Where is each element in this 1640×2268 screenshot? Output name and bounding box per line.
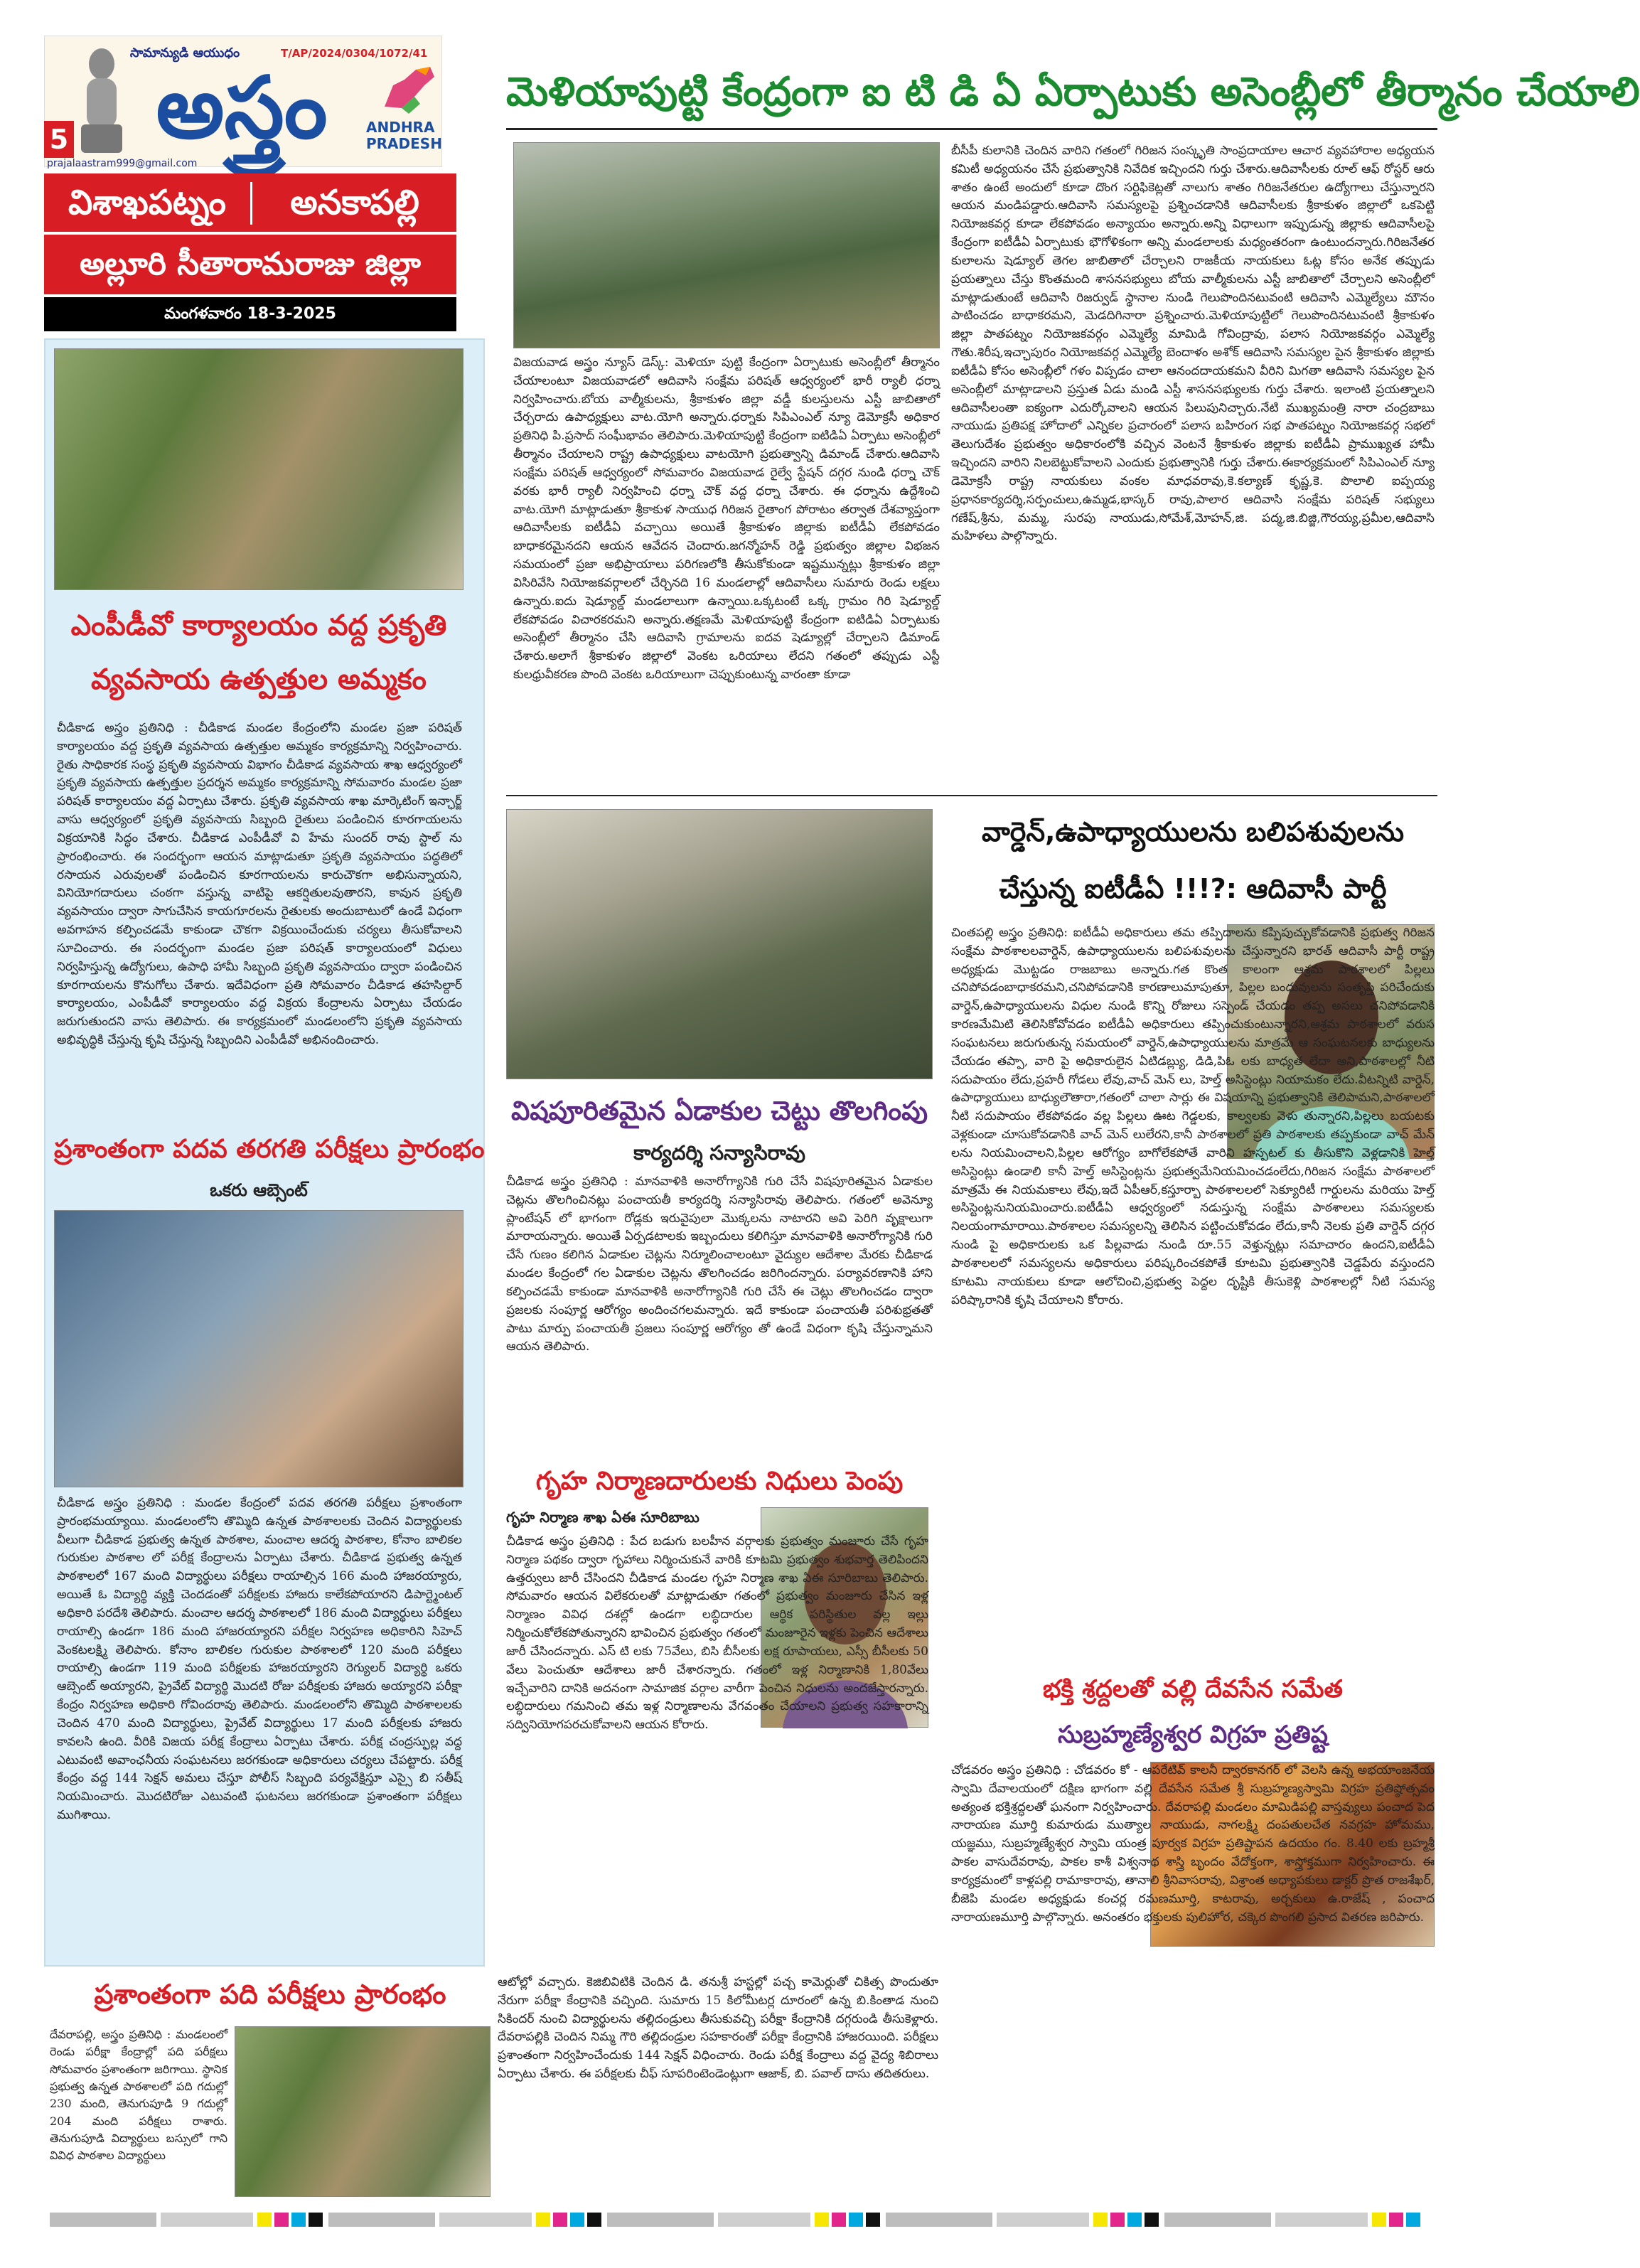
registration-number: T/AP/2024/0304/1072/41 [281,47,428,60]
trees-subhead: కార్యదర్శి సన్యాసిరావు [633,1141,805,1165]
andhra-pradesh-map-icon [380,64,437,117]
trees-headline: విషపూరితమైన ఏడాకుల చెట్టు తొలగింపు [510,1096,928,1126]
exams-2-body-left: దేవరాపల్లి, అస్త్రం ప్రతినిధి : మండలంలో రెండు పరీక్షా కేంద్రాల్లో పది పరీక్షలు సోమవారం ప్రశాంతంగా జరిగాయి. స్థానిక ప్రభుత్వ ఉన్నత పాఠశాలలో పది గదుల్లో 230 మంది, తెనుగుపూడి 9 గదుల్లో 204 మంది పరీక్షలు రాశారు. తెనుగుపూడి విద్యార్థులు బస్సులో గాని వివిధ పాఠశాల విద్యార్థులు [50,2028,227,2163]
exams-1-body: చీడికాడ అస్త్రం ప్రతినిధి : మండల కేంద్రంలో పదవ తరగతి పరీక్షలు ప్రశాంతంగా ప్రారంభమయ్యాయి. మండలంలోని తొమ్మిది ఉన్నత పాఠశాలలకు చెందిన విద్యార్థులకు వీలుగా చీడికాడ ప్రభుత్వ ఉన్నత పాఠశాల, మంచాల ఆదర్శ పాఠశాల, కోనాం బాలికల గురుకుల పాఠశాల లో పరీక్ష కేంద్రాలను ఏర్పాటు చేశారు. చీడికాడ ప్రభుత్వ ఉన్నత పాఠశాలలో 167 మంది విద్యార్థులు పరీక్షలు రాయాల్సిన 166 మంది హాజరయ్యారు, అయితే ఓ విద్యార్థి వ్యక్తి చెందడంతో పరీక్షలకు హాజరు కాలేకపోయారని డిపార్ట్మెంటల్ అధికారి పరదేశి తెలిపారు. మంచాల ఆదర్శ పాఠశాలలో 186 మంది విద్యార్థులు పరీక్షలు రాయాల్సి ఉండగా 186 మంది హాజరయ్యారని పరీక్షల నిర్వహణ అధికారిని సిహెచ్ వెంకటలక్ష్మి తెలిపారు. కోనాం బాలికల గురుకుల పాఠశాలలో 120 మంది పరీక్షలు రాయాల్సి ఉండగా 119 మంది పరీక్షలకు హాజరయ్యారని రెగ్యులర్ విద్యార్థి ఒకరు ఆబ్సెంట్ అయ్యారని, ప్రైవేట్ విద్యార్థి మొదటి రోజు పరీక్షలకు హాజరు అయ్యారని పరీక్షా కేంద్రం నిర్వహణ అధికారి గోవిందరావు తెలిపారు. మండలంలోని తొమ్మిది పాఠశాలలకు చెందిన 470 మంది విద్యార్థులు, ప్రైవేట్ విద్యార్థులు 17 మంది పరీక్షలకు హాజరు కావలసి ఉంది. వీరికి విజయ పరీక్ష కేంద్రాలు ఏర్పాటు చేశారు. పరీక్ష చంద్రస్ఫుల్ల వద్ద ఎటువంటి అవాంఛనీయ సంఘటనలు జరగకుండా అధికారులు చర్యలు చేపట్టారు. పరీక్ష కేంద్రం వద్ద 144 సెక్షన్ అమలు చేస్తూ పోలీస్ సిబ్బంది పర్యవేక్షిస్తూ ఎస్సై బి సతీష్ నియమించారు. మొదటిరోజు ఎటువంటి ఘటనలు జరగకుండా ప్రశాంతంగా పరీక్షలు ముగిశాయి. [57,1496,462,1823]
exams-1-headline: ప్రశాంతంగా పదవ తరగతి పరీక్షలు ప్రారంభం [54,1135,485,1164]
page-number: 5 [44,121,74,158]
housing-headline: గృహ నిర్మాణదారులకు నిధులు పెంపు [535,1467,904,1496]
state-label: ANDHRA PRADESH [366,119,442,152]
district-divider [250,182,252,225]
district-visakhapatnam: విశాఖపట్నం [68,183,226,223]
date-bar: మంగళవారం 18-3-2025 [44,297,456,331]
natural-farming-headline: ఎంపీడీవో కార్యాలయం వద్ద ప్రకృతి వ్యవసాయ ఉత్పత్తుల అమ్మకం [70,609,447,696]
exams-2-photo [235,2026,491,2197]
trees-body: చీడికాడ అస్త్రం ప్రతినిధి : మానవాళికి అనారోగ్యానికి గురి చేసే విషపూరితమైన ఏడాకుల చెట్లను తొలగించినట్లు పంచాయతీ కార్యదర్శి సన్యాసిరావు తెలిపారు. గతంలో అవెన్యూ ప్లాంటేషన్ లో భాగంగా రోడ్లకు ఇరువైపులా మొక్కలను నాటారని అవి పెరిగి వృక్షాలుగా మారాయన్నారు. అయితే ఏర్పడటాలకు ఇబ్బందులు కలిగిస్తూ మానవాళికి అనారోగ్యానికి గురి చేసే గుణం కలిగిన ఏడాకుల చెట్లను నిర్మూలించాలంటూ వైద్యుల ఆదేశాల మేరకు చీడికాడ మండల కేంద్రంలో గల ఏడాకుల చెట్లను తొలగించడం జరిగిందన్నారు. పర్యావరణానికి హాని కల్పించడమే కాకుండా మానవాళికి అనారోగ్యానికి గురి చేసే ఈ చెట్లు తొలగించడం ద్వారా ప్రజలకు సంపూర్ణ ఆరోగ్యం అందించగలమన్నారు. ఇదే కాకుండా పంచాయతీ పరిశుభ్రతతో పాటు మార్పు పంచాయతీ ప్రజలు సంపూర్ణ ఆరోగ్యం తో ఉండే విధంగా కృషి చేస్తున్నామని ఆయన తెలిపారు. [506,1175,933,1354]
natural-farming-body: చీడికాడ అస్త్రం ప్రతినిధి : చీడికాడ మండల కేంద్రంలోని మండల ప్రజా పరిషత్ కార్యాలయం వద్ద ప్రకృతి వ్యవసాయ ఉత్పత్తుల అమ్మకం కార్యక్రమాన్ని నిర్వహించారు. రైతు సాధికారక సంస్థ ప్రకృతి వ్యవసాయ విభాగం చీడికాడ వ్యవసాయ శాఖ ఆధ్వర్యంలో ప్రకృతి వ్యవసాయ ఉత్పత్తుల ప్రదర్శన అమ్మకం కార్యక్రమాన్ని సోమవారం మండల ప్రజా పరిషత్ కార్యాలయం వద్ద ఏర్పాటు చేశారు. ప్రకృతి వ్యవసాయ శాఖ మార్కెటింగ్ ఇన్ఛార్జ్ వాసు ఆధ్వర్యంలో ప్రకృతి వ్యవసాయ సిబ్బంది రైతులు పండించిన కూరగాయలను విక్రయానికి సిద్ధం చేశారు. చీడికాడ ఎంపీడీవో వి హేమ సుందర్ రావు స్టాల్ ను ప్రారంభించారు. ఈ సందర్భంగా ఆయన మాట్లాడుతూ ప్రకృతి వ్యవసాయం పద్ధతిలో రసాయన ఎరువులతో పండించిన కూరగాయలను కారుచౌకగా అభిసున్నాయని, వినియోగదారులు చంఠగా వస్తున్న వాటిపై ఆకర్షితులవుతారని, కావున ప్రకృతి వ్యవసాయం ద్వారా సాగుచేసిన కాయగూరలను రైతులకు అందుబాటులో ఉండే విధంగా అవగాహన కల్పించడమే కాకుండా చౌకగా విక్రయించేందుకు చర్యలు తీసుకోవాలని సూచించారు. ఈ సందర్భంగా మండల ప్రజా పరిషత్ కార్యాలయంలో విధులు నిర్వహిస్తున్న ఉద్యోగులు, ఉపాధి హామీ సిబ్బంది ప్రకృతి వ్యవసాయం ద్వారా పండించిన కూరగాయలను కొనుగోలు చేశారు. ఇదేవిధంగా ప్రతి సోమవారం చీడికాడ తహసిల్దార్ కార్యాలయం, ఎంపీడీవో కార్యాలయం వద్ద విక్రయ కేంద్రాలను ఏర్పాటు చేయడం జరుగుతుందని వాసు తెలిపారు. ఈ కార్యక్రమంలో మండలంలోని ప్రకృతి వ్యవసాయ అభివృద్ధికి చేస్తున్న కృషి చేస్తున్న సిబ్బందిని ఎంపీడీవో అభినందించారు. [57,721,462,1048]
housing-body: చీడికాడ అస్త్రం ప్రతినిధి : పేద బడుగు బలహీన వర్గాలకు ప్రభుత్వం మంజూరు చేసే గృహ నిర్మాణ పథకం ద్వారా గృహాలు నిర్మించుకునే వారికి కూటమి ప్రభుత్వం శుభవార్త తెలిపిందని ఉత్తర్వులు జారీ చేసిందని చీడికాడ మండల గృహ నిర్మాణ శాఖ ఏఈ సూరిబాబు తెలిపారు. సోమవారం ఆయన విలేకరులతో మాట్లాడుతూ గతంలో ప్రభుత్వం మంజూరు చేసిన ఇళ్ల నిర్మాణం వివిధ దశల్లో ఉండగా లబ్ధిదారుల ఆర్థిక పరిస్థితుల వల్ల ఇల్లు నిర్మించుకోలేకపోతున్నారని భావించిన ప్రభుత్వం గతంలో మంజూరైన ఇళ్లకు పెంచిన ఆదేశాలు జారీ చేసిందన్నారు. ఎస్ టి లకు 75వేలు, బిసి బీసీలకు లక్ష రూపాయలు, ఎస్సీ బీసీలకు 50 వేలు పెంచుతూ ఆదేశాలు జారీ చేశారన్నారు. గతంలో ఇళ్ల నిర్మాణానికి 1,80వేలు ఇచ్చేవారిని దానికి అదనంగా సామాజిక వర్గాల వారీగా పెంచిన నిధులను అందజేస్తారన్నారు. లబ్ధిదారులు గమనించి తమ ఇళ్ల నిర్మాణాలను వేగవంతం చేయాలని ప్రభుత్వ సహకారాన్ని సద్వినియోగపరచుకోవాలని ఆయన కోరారు. [506,1534,928,1733]
exams-2-body-right: ఆటోల్లో వచ్చారు. కెజిబివిటికి చెందిన డి. తనుశ్రీ హస్టల్లో పచ్చ కామెర్లుతో చికిత్స పొందుతూ నేరుగా పరీక్షా కేంద్రానికి వచ్చింది. సుమారు 15 కిలోమీటర్ల దూరంలో ఉన్న బి.కింతాడ నుంచి సికిందర్ నుంచి విద్యార్థులను తల్లిదండ్రులు తీసుకువచ్చి పరీక్షా కేంద్రానికి దగ్గరుండి తీసుకెళ్లారు. దేవరాపల్లికి చెందిన నిమ్మ గౌరి తల్లిదండ్రుల సహకారంతో పరీక్షా కేంద్రానికి హాజరయింది. పరీక్షలు ప్రశాంతంగా నిర్వహించేందుకు 144 సెక్షన్ విధించారు. రెండు పరీక్ష కేంద్రాలు వద్ద వైద్య శిబిరాలు ఏర్పాటు చేశారు. ఈ పరీక్షలకు చీఫ్ సూపరింటెండెంట్లుగా ఆజాక్, బి. పవాల్ దాసు తదితరులు. [498,1975,938,2082]
wardens-headline: వార్డెన్,ఉపాధ్యాయులను బలిపశువులను చేస్తున్న ఐటీడీఏ !!!?: ఆదివాసీ పార్టీ [981,816,1405,904]
exams-1-subhead: ఒకరు ఆబ్సెంట్ [210,1180,308,1200]
temple-headline-2: సుబ్రహ్మణ్యేశ్వర విగ్రహ ప్రతిష్ట [1058,1721,1328,1749]
itda-body-col2: బీసీపీ కులానికి చెందిన వారిని గతంలో గిరిజన సంస్కృతి సాంప్రదాయాల ఆచార వ్యవహారాల అధ్యయన కమిటీ అధ్యయనం చేసే ప్రభుత్వానికి నివేదిక ఇచ్చిందని గుర్తు చేశారు.ఆదివాసీలకు రూల్ ఆఫ్ రోస్టర్ ఆరు శాతం ఉంటే అందులో కూడా దొంగ సర్టిఫికెట్లతో నాలుగు శాతం గిరిజనేతరుల ఉద్యోగాలు చేస్తున్నారని ఆయన మండిపడ్డారు.ఆదివాసి సమస్యలపై ప్రశ్నించడానికి ఆదివాసీలకు శ్రీకాకుళం జిల్లాలో ఒకపెట్టి నియోజకవర్గ కూడా లేకపోవడం అన్యాయం అన్నారు.అన్ని విధాలుగా ఇప్పుడున్న జిల్లాకు ఆదివాసీలపై కేంద్రంగా ఐటీడీఏ ఏర్పాటుకు భౌగోళికంగా అన్ని మండలాలకు మధ్యంతరంగా ఉంటుందన్నారు.గిరిజనేతర కులాలను షెడ్యూల్ తెగల జాబితాలో చేర్చాలని రాజకీయ నాయకులు ఓట్ల కోసం అనేక తప్పుడు ప్రయత్నాలు చేస్తు కొంతమంది శాసనసభ్యులు బోయ వాల్మీకులను ఎస్టీ జాబితాలో చేర్చాలని అసెంబ్లీలో మాట్లాడుతుంటే ఆదివాసి రిజర్వుడ్ స్థానాల నుండి గెలుపొందినటువంటి ఆదివాసి ఎమ్మెల్యేలు మౌనం పాటించడం బాధాకరమని, మెడదిగినారా ప్రశ్నించారు.మెళియాపుట్టిలో గెలుపొందినటువంటి శ్రీకాకుళం జిల్లా పాతపట్నం నియోజకవర్గం ఎమ్మెల్యే మామిడి గోవింద్రావు, పలాస నియోజకవర్గం ఎమ్మెల్యే గౌతు.శిరీష,ఇచ్ఛాపురం నియోజకవర్గ ఎమ్మెల్యే బెందాళం అశోక్ ఆదివాసి సమస్యల పైన శ్రీకాకుళం జిల్లాకు ఐటీడీఏ కోసం అసెంబ్లీలో గళం విప్పడం చాలా ఆనందదాయకమని వీరిని మిగతా ఆదివాసి సమస్యల పైన అసెంబ్లీలో మాట్లాడాలని ప్రస్తుత ఏడు మండి ఎస్టీ శాసనసభ్యులకు గుర్తు చేశారు. ఇలాంటి ప్రయత్నాలని ఆదివాసీలంతా ఐక్యంగా ఎదుర్కోవాలని ఆయన పిలుపునిచ్చారు.నేటి ముఖ్యమంత్రి నారా చంద్రబాబు నాయుడు ప్రతిపక్ష హోదాలో ఎన్నికల ప్రచారంలో పలాస బహిరంగ సభ పాతపట్నం నియోజకవర్గ సభలో తెలుగుదేశం ప్రభుత్వం అధికారంలోకి వచ్చిన వెంటనే శ్రీకాకుళం జిల్లాకు ఐటీడీఏ ప్రాముఖ్యత హామీ ఇచ్చిందని వారిని నిలబెట్టుకోవాలని ఎందుకు ప్రభుత్వానికి గుర్తు చేశారు.ఈకార్యక్రమంలో సిపిఎంఎల్ న్యూ డెమోక్రసీ రాష్ట్ర నాయకులు వంకల మాధవరావు,కె.కల్యాణ్ కృష్ణ,కె. పొలాలి ఐప్పయ్య ప్రధానకార్యదర్శి,సర్పంచులు,ఉమ్మడ,భాస్కర్ రావు,పాలార ఆదివాసి సంక్షేమ పరిషత్ సభ్యులు గణేష్,శ్రీను, మమ్మ, సురపు నాయుడు,సోమేశ్,మోహన్,జి. పద్మ,జి.బిజ్జి,గౌరయ్య,ప్రమీల,ఆదివాసి మహిళలు పాల్గొన్నారు. [951,144,1435,544]
itda-dharna-photo [513,142,940,348]
temple-body: చోడవరం అస్త్రం ప్రతినిధి : చోడవరం కో - ఆపరేటివ్ కాలనీ ద్వారకానగర్ లో వెలసి ఉన్న అభయాంజనేయ స్వామి దేవాలయంలో దక్షిణ భాగంగా వల్లి దేవసేన సమేత శ్రీ సుబ్రహ్మణ్యస్వామి విగ్రహ ప్రతిష్ఠోత్సవం అత్యంత భక్తిశ్రద్ధలతో ఘనంగా నిర్వహించారు. దేవరాపల్లి మండలం మామిడిపల్లి వాస్తవ్యులు పంచాద పెద నారాయణ మూర్తి కుమారుడు ముత్యాల నాయుడు, నాగలక్ష్మి దంపతులచేత నవగ్రహ హోమము, యజ్ఞము, సుబ్రహ్మణ్యేశ్వర స్వామి యంత్ర పూర్వక విగ్రహ ప్రతిష్టాపన ఉదయం గం. 8.40 లకు బ్రహ్మశ్రీ పాకల వాసుదేవరావు, పాకల కాశీ విశ్వనాథ శాస్త్రి బృందం వేదోక్తంగా, శాస్త్రోక్తముగా నిర్వహించారు. ఈ కార్యక్రమంలో కాళ్లపల్లి రామాకారావు, తానాలి శ్రీనివాసరావు, విశ్రాంత అధ్యాపకులు డాక్టర్ ప్రొత రాజశేఖర్, బీజెపి మండల అధ్యక్షుడు కంచర్ల రమణమూర్తి, కాటరావు, అర్చకులు ఉ.రాజేష్ , పంచాద నారాయణమూర్తి పాల్గొన్నారు. అనంతరం భక్తులకు పులిహోర, చక్కెర పొంగలి ప్రసాద వితరణ జరిపారు. [951,1763,1435,1925]
exams-2-headline: ప్రశాంతంగా పది పరీక్షలు ప్రారంభం [94,1979,446,2010]
trees-photo [506,809,933,1079]
housing-subhead: గృహ నిర్మాణ శాఖ ఏఈ సూరిబాబు [506,1509,700,1526]
exams-1-photo [54,1210,463,1487]
itda-rule [506,128,1437,130]
print-registration-strip [50,2213,1422,2227]
temple-headline-1: భక్తి శ్రద్దలతో వల్లి దేవసేన సమేత [1043,1675,1343,1703]
email: prajalaastram999@gmail.com [47,158,198,169]
newspaper-name: అస్త్రం [156,59,328,158]
natural-farming-photo [54,348,463,590]
sub-district: అల్లూరి సీతారామరాజు జిల్లా [44,235,456,294]
wardens-body: చింతపల్లి అస్త్రం ప్రతినిధి: ఐటీడీఏ అధికారులు తమ తప్పిదాలను కప్పిపుచ్చుకోవడానికి ప్రభుత్వ గిరిజన సంక్షేమ పాఠశాలలవార్డెన్, ఉపాధ్యాయులను బలిపశువులను చేస్తున్నారని భారత్ ఆదివాసీ పార్టీ రాష్ట్ర అధ్యక్షుడు మొట్టడం రాజబాబు అన్నారు.గత కొంత కాలంగా ఆశ్రమ పాఠశాలలో పిల్లలు చనిపోవడంబాధాకరమని,చనిపోవడానికి కారణాలుమాపుతూ, పిల్లల బంధువులను సంతృప్తి పరిచేందుకు వార్డెన్,ఉపాధ్యాయులను విధుల నుండి కొన్ని రోజులు సస్పెండ్ చేయడం తప్ప అసలు చనిపోవడానికి కారణమేమిటి తెలిసికోవోవడం ఐటీడీఏ అధికారులు తప్పించుకుంటున్నారని,ఆశ్రమ పాఠశాలలో వరుస సంఘటనలు జరుగుతున్న సమయంలో వార్డెన్,ఉపాధ్యాయులను మాత్రమే ఆ సంఘటనలకు బాధ్యులను చేయడం తప్పా, వారి పై అధికారులైన ఏటిడబ్ల్యు, డిడి,పిఓ లకు బాధ్యత లేదా అని,పాఠశాలల్లో నీటి సదుపాయం లేదు,ప్రహరీ గోడలు లేవు,వాచ్ మెన్ లు, హెల్త్ అసిస్టెంట్లు నియామకం లేదు.వీటన్నిటి వార్డెన్, ఉపాధ్యాయులు బాధ్యులౌతారా,గతంలో చాలా సార్లు ఈ విషయాన్ని ప్రభుత్వానికి తెలిపామని,పాఠశాలలో నీటి సదుపాయం లేకపోవడం వల్ల పిల్లలు ఊట గెడ్డలకు, కాల్వలకు వెళు తున్నారని,పిల్లలు బయటకు వెళ్లకుండా చూసుకోవడానికి వాచ్ మెన్ లులేరని,కానీ పాఠశాలలో ప్రతి పాఠశాలకు తప్పకుండా వాచ్ మేన్ లను నియమించాలని,పిల్లల ఆరోగ్యం బాగోలేకపోతే వారిని హస్పటల్ కు తీసుకొని వెళ్లడానికి హెల్త్ అసిస్టెంట్లు ఉండాలి కానీ హెల్త్ అసిస్టెంట్లను ప్రభుత్వమేనియమించడంలేదు,గిరిజన సంక్షేమ పాఠశాలలో మాత్రమే ఈ నియమకాలు లేవు,ఇదే ఏపీఆర్,కస్తూర్బా పాఠశాలలలో సెక్యూరిటీ గార్డులను మరియు హెల్త్ అసిస్టెంట్లనునియమించారు.ఐటీడీఏ ఆధ్వర్యంలో నడుస్తున్న సంక్షేమ పాఠశాలలు సమస్యలకు నిలయంగామారాయి.పాఠశాలల సమస్యలన్ని తెలిసిన పట్టించుకోవడం లేదు,కానీ నెలకు ప్రతి వార్డెన్ దగ్గర నుండి పై అధికారులకు ఒక పిల్లవాడు నుండి రూ.55 వెళ్తున్నట్లు సమాచారం ఉందని,ఐటీడీఏ పాఠశాలలలో సమస్యలను అధికారులు పరిష్కరించకపోతే కూటమి ప్రభుత్వానికి చెడ్డపేరు వస్తుందని కూటమి నాయకులు కూడా ఆలోచించి,ప్రభుత్వ పెద్దల దృష్టికి తీసుకెళ్లి పాఠశాలల్లో నీటి సమస్య పరిష్కారానికి కృషి చేయాలని కోరారు. [951,926,1435,1307]
district-anakapalli: అనకాపల్లి [290,183,419,223]
itda-body-col1: విజయవాడ అస్త్రం న్యూస్ డెస్క్: మెళియా పుట్టి కేంద్రంగా ఏర్పాటుకు అసెంబ్లీలో తీర్మానం చేయాలంటూ విజయవాడలో ఆదివాసి సంక్షేమ పరిషత్ ఆధ్వర్యంలో భారీ ర్యాలీ ధర్నా నిర్వహించారు.బోయ వాల్మీకులను, శ్రీకాకుళం జిల్లా వడ్డీ కులస్తులను ఎస్టీ జాబితాలో చేర్చరాదు ఉపాధ్యక్షులు వాట.యోగి అన్నారు.ధర్నాకు సిపిఎంఎల్ న్యూ డెమోక్రసీ అధికార ప్రతినిధి పి.ప్రసాద్ సంఘీభావం తెలిపారు.మెళియాపుట్టి కేంద్రంగా ఐటిడిఏ ఏర్పాటు అసెంబ్లీలో తీర్మానం చేయాలని రాష్ట్ర ఉపాధ్యక్షులు వాటయోగి ప్రభుత్వాన్ని డిమాండ్ చేశారు.ఆదివాసి సంక్షేమ పరిషత్ ఆధ్వర్యంలో సోమవారం విజయవాడ రైల్వే స్టేషన్ దగ్గర నుండి ధర్నా చౌక్ వరకు భారీ ర్యాలీ నిర్వహించి ధర్నా చౌక్ వద్ద ధర్నా చేశారు. ఈ ధర్నాను ఉద్దేశించి వాట.యోగి మాట్లాడుతూ శ్రీకాకుళ సాయుధ గిరిజన రైతాంగ పోరాటం తర్వాత దేశవ్యాప్తంగా ఆదివాసీలకు ఐటీడీఏ వచ్చాయి అయితే శ్రీకాకుళం జిల్లాకు ఐటీడీఏ లేకపోవడం బాధాకరమైనదని ఆయన ఆవేదన చెందారు.జగన్మోహన్ రెడ్డి ప్రభుత్వం జిల్లాల విభజన సమయంలో ప్రజా అభిప్రాయాలు పరిగణలోకి తీసుకోకుండా ఇష్టమున్నట్లు శ్రీకాకుళం జిల్లా విసిరివేసి నియోజకవర్గాలలో చేర్చినది 16 మండలాల్లో ఆదివాసీలు సుమారు రెండు లక్షలు ఉన్నారు.ఐదు షెడ్యూల్డ్ మండలాలుగా ఉన్నాయి.ఒక్కటంటే ఒక్క గ్రామం గిరి షెడ్యూల్డ్ లేకపోవడం విచారకరమని అన్నారు.తక్షణమే మెళియాపుట్టి కేంద్రంగా ఐటిడిఏ ఏర్పాటుకు అసెంబ్లీలో తీర్మానం చేసి ఆదివాసి గ్రామాలను ఐదవ షెడ్యూల్లో చేర్చాలని డిమాండ్ చేశారు.అలాగే శ్రీకాకుళం జిల్లాలో వెంకట ఒరియాలు లేదని గతంలో తప్పుడు ఎస్టీ కులధ్రువీకరణ పొంది వెంకట ఒరియాలుగా చెప్పుకుంటున్న వారంతా కూడా [513,355,940,683]
itda-headline: మెళియాపుట్టి కేంద్రంగా ఐ టి డి ఏ ఏర్పాటుకు అసెంబ్లీలో తీర్మానం చేయాలి [506,69,1640,115]
slogan: సామాన్యుడి ఆయుధం [129,46,240,60]
itda-bottom-rule [506,795,1437,796]
